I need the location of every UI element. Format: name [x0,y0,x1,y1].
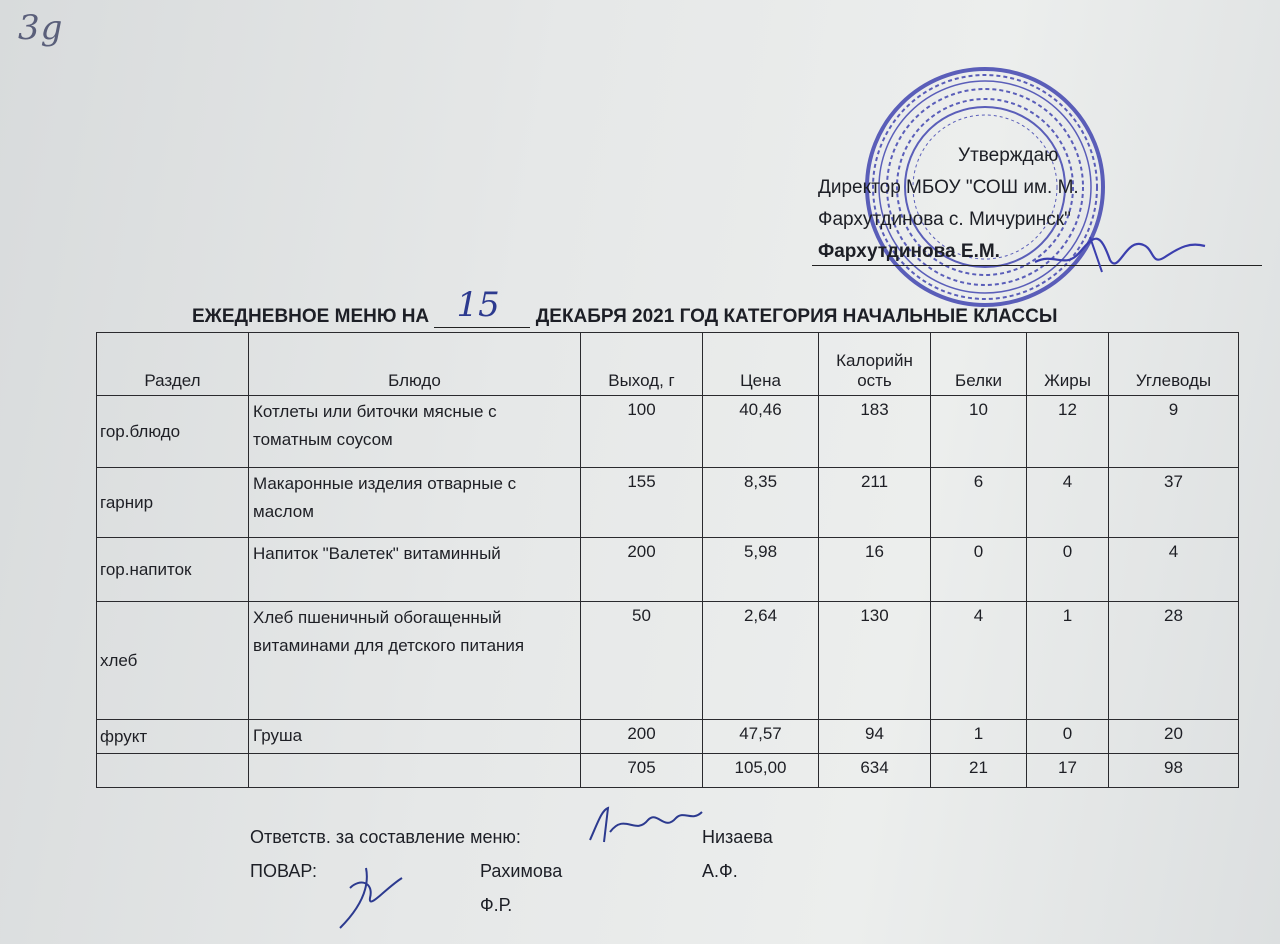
cell-calories: 130 [819,602,931,720]
table-header-row [97,333,1239,396]
cell-protein: 6 [931,468,1027,538]
cell-total-protein: 21 [931,754,1027,788]
cell-price: 40,46 [703,396,819,468]
menu-title [192,285,1058,328]
cell-calories: 211 [819,468,931,538]
cell-total-price: 105,00 [703,754,819,788]
cell-total-fat: 17 [1027,754,1109,788]
cell-dish: Груша [249,720,581,754]
table-row [97,602,1239,720]
cell-carbs: 37 [1109,468,1239,538]
table-row [97,538,1239,602]
cell-price: 8,35 [703,468,819,538]
menu-title-suffix: ДЕКАБРЯ 2021 ГОД КАТЕГОРИЯ НАЧАЛЬНЫЕ КЛАССЫ [535,306,1058,327]
chef-signature-icon [330,858,420,938]
cell-calories: 94 [819,720,931,754]
header-calories: Калорийн ость [819,333,931,396]
date-blank [434,285,530,328]
table-row [97,396,1239,468]
handwritten-day: 15 [456,285,500,325]
cell-calories: 183 [819,396,931,468]
cell-section [97,754,249,788]
cell-carbs: 20 [1109,720,1239,754]
cell-protein: 1 [931,720,1027,754]
cell-carbs: 4 [1109,538,1239,602]
cell-carbs: 9 [1109,396,1239,468]
cell-price: 2,64 [703,602,819,720]
header-yield: Выход, г [581,333,703,396]
cell-carbs: 28 [1109,602,1239,720]
cell-price: 47,57 [703,720,819,754]
cell-yield: 200 [581,720,703,754]
chef-name: Рахимова Ф.Р. [480,861,563,915]
cell-calories: 16 [819,538,931,602]
table-row [97,468,1239,538]
header-carbs: Углеводы [1109,333,1239,396]
cell-protein: 4 [931,602,1027,720]
cell-yield: 155 [581,468,703,538]
approval-line-2: Директор МБОУ "СОШ им. М. [818,177,1079,198]
header-dish: Блюдо [249,333,581,396]
cell-section: гор.напиток [97,538,249,602]
cell-total-yield: 705 [581,754,703,788]
header-protein: Белки [931,333,1027,396]
menu-title-prefix: ЕЖЕДНЕВНОЕ МЕНЮ НА [192,306,430,327]
responsible-label: Ответств. за составление меню: [250,827,521,847]
cell-price: 5,98 [703,538,819,602]
approval-director-name: Фархутдинова Е.М. [818,241,1000,262]
cell-section: фрукт [97,720,249,754]
header-fat: Жиры [1027,333,1109,396]
cell-dish: Хлеб пшеничный обогащенный витаминами для детского питания [249,602,581,720]
director-signature-icon [1030,222,1210,282]
cell-fat: 0 [1027,720,1109,754]
cell-protein: 10 [931,396,1027,468]
table-row [97,720,1239,754]
approval-line-1: Утверждаю [958,145,1059,166]
menu-table [96,332,1239,788]
cell-yield: 50 [581,602,703,720]
cell-dish: Напиток "Валетек" витаминный [249,538,581,602]
cell-dish: Котлеты или биточки мясные с томатным соусом [249,396,581,468]
cell-fat: 0 [1027,538,1109,602]
responsible-name: Низаева А.Ф. [702,827,773,881]
cell-total-calories: 634 [819,754,931,788]
cell-total-carbs: 98 [1109,754,1239,788]
cell-section: хлеб [97,602,249,720]
cell-fat: 12 [1027,396,1109,468]
cell-dish: Макаронные изделия отварные с маслом [249,468,581,538]
cell-section: гарнир [97,468,249,538]
cell-fat: 4 [1027,468,1109,538]
cell-dish [249,754,581,788]
cell-section: гор.блюдо [97,396,249,468]
handwritten-note: 3g [18,8,64,48]
header-section: Раздел [97,333,249,396]
responsible-signature-icon [580,802,710,852]
cell-protein: 0 [931,538,1027,602]
header-price: Цена [703,333,819,396]
chef-label: ПОВАР: [250,861,317,881]
cell-yield: 100 [581,396,703,468]
cell-fat: 1 [1027,602,1109,720]
table-total-row [97,754,1239,788]
approval-line-3: Фархутдинова с. Мичуринск" [818,209,1071,230]
cell-yield: 200 [581,538,703,602]
